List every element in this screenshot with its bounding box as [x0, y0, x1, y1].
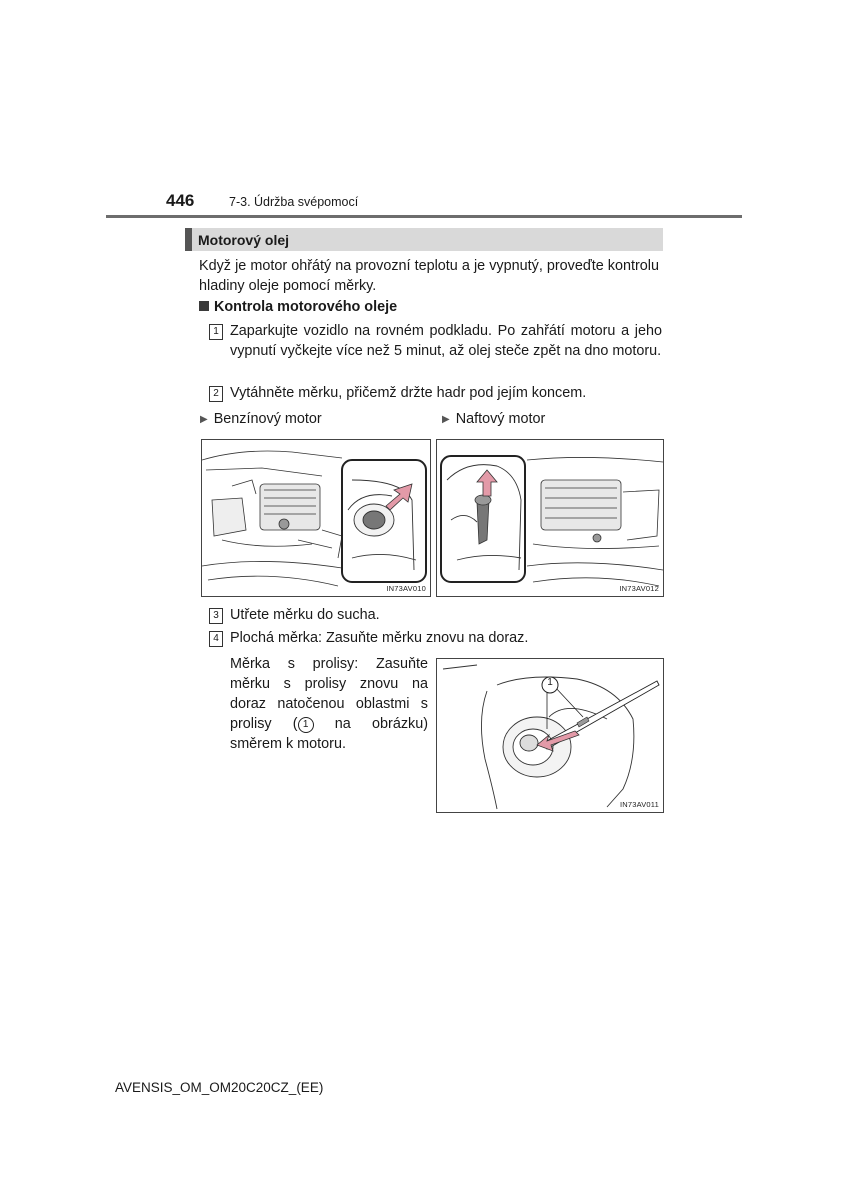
step-number-3: 3	[209, 608, 223, 624]
figure-diesel-engine	[436, 439, 664, 597]
triangle-bullet-icon: ▶	[200, 414, 208, 425]
intro-paragraph: Když je motor ohřátý na provozní teplotu a je vypnutý, proveďte kontrolu hladiny oleje pomocí měrky.	[199, 258, 659, 294]
footer-document-code: AVENSIS_OM_OM20C20CZ_(EE)	[115, 1080, 324, 1095]
label-petrol-engine	[200, 411, 322, 427]
note-part-2: na obrázku) směrem k motoru.	[230, 716, 429, 752]
ribbed-dipstick-note	[230, 654, 428, 754]
step-1-text: Zaparkujte vozidlo na rovném podkladu. Po zahřátí motoru a jeho vypnutí vyčkejte více než 5 minut, až olej steče zpět na dno motoru.	[230, 323, 662, 359]
label-diesel-text: Naftový motor	[455, 411, 546, 427]
figure-code-diesel: IN73AV012	[619, 584, 659, 593]
petrol-engine-illustration	[202, 440, 430, 596]
section-heading: Motorový olej	[198, 232, 290, 248]
square-bullet-icon	[199, 301, 209, 311]
step-number-1: 1	[209, 324, 223, 340]
label-petrol-text: Benzínový motor	[213, 411, 322, 427]
heading-accent	[185, 228, 192, 251]
page-number: 446	[166, 191, 195, 210]
diesel-engine-illustration	[437, 440, 663, 596]
step-3-text: Utřete měrku do sucha.	[230, 607, 380, 623]
section-title: 7-3. Údržba svépomocí	[229, 195, 359, 209]
step-number-4: 4	[209, 631, 223, 647]
figure-petrol-engine	[201, 439, 431, 597]
label-diesel-engine	[442, 411, 545, 427]
step-2-text: Vytáhněte měrku, přičemž držte hadr pod jejím koncem.	[230, 385, 587, 401]
figure-callout-number: 1	[547, 677, 553, 688]
figure-ribbed-dipstick	[436, 658, 664, 813]
step-number-2: 2	[209, 386, 223, 402]
triangle-bullet-icon: ▶	[442, 414, 450, 425]
header-rule	[106, 215, 742, 218]
subheading	[199, 299, 397, 315]
note-part-1: Měrka s prolisy: Zasuňte měrku s prolisy znovu na doraz natočenou oblastmi s prolisy (	[230, 656, 428, 732]
figure-code-ribbed: IN73AV011	[619, 800, 659, 809]
subheading-text: Kontrola motorového oleje	[214, 299, 398, 315]
figure-code-petrol: IN73AV010	[386, 584, 426, 593]
step-4-text: Plochá měrka: Zasuňte měrku znovu na doraz.	[230, 630, 529, 646]
callout-circle: 1	[298, 717, 314, 733]
